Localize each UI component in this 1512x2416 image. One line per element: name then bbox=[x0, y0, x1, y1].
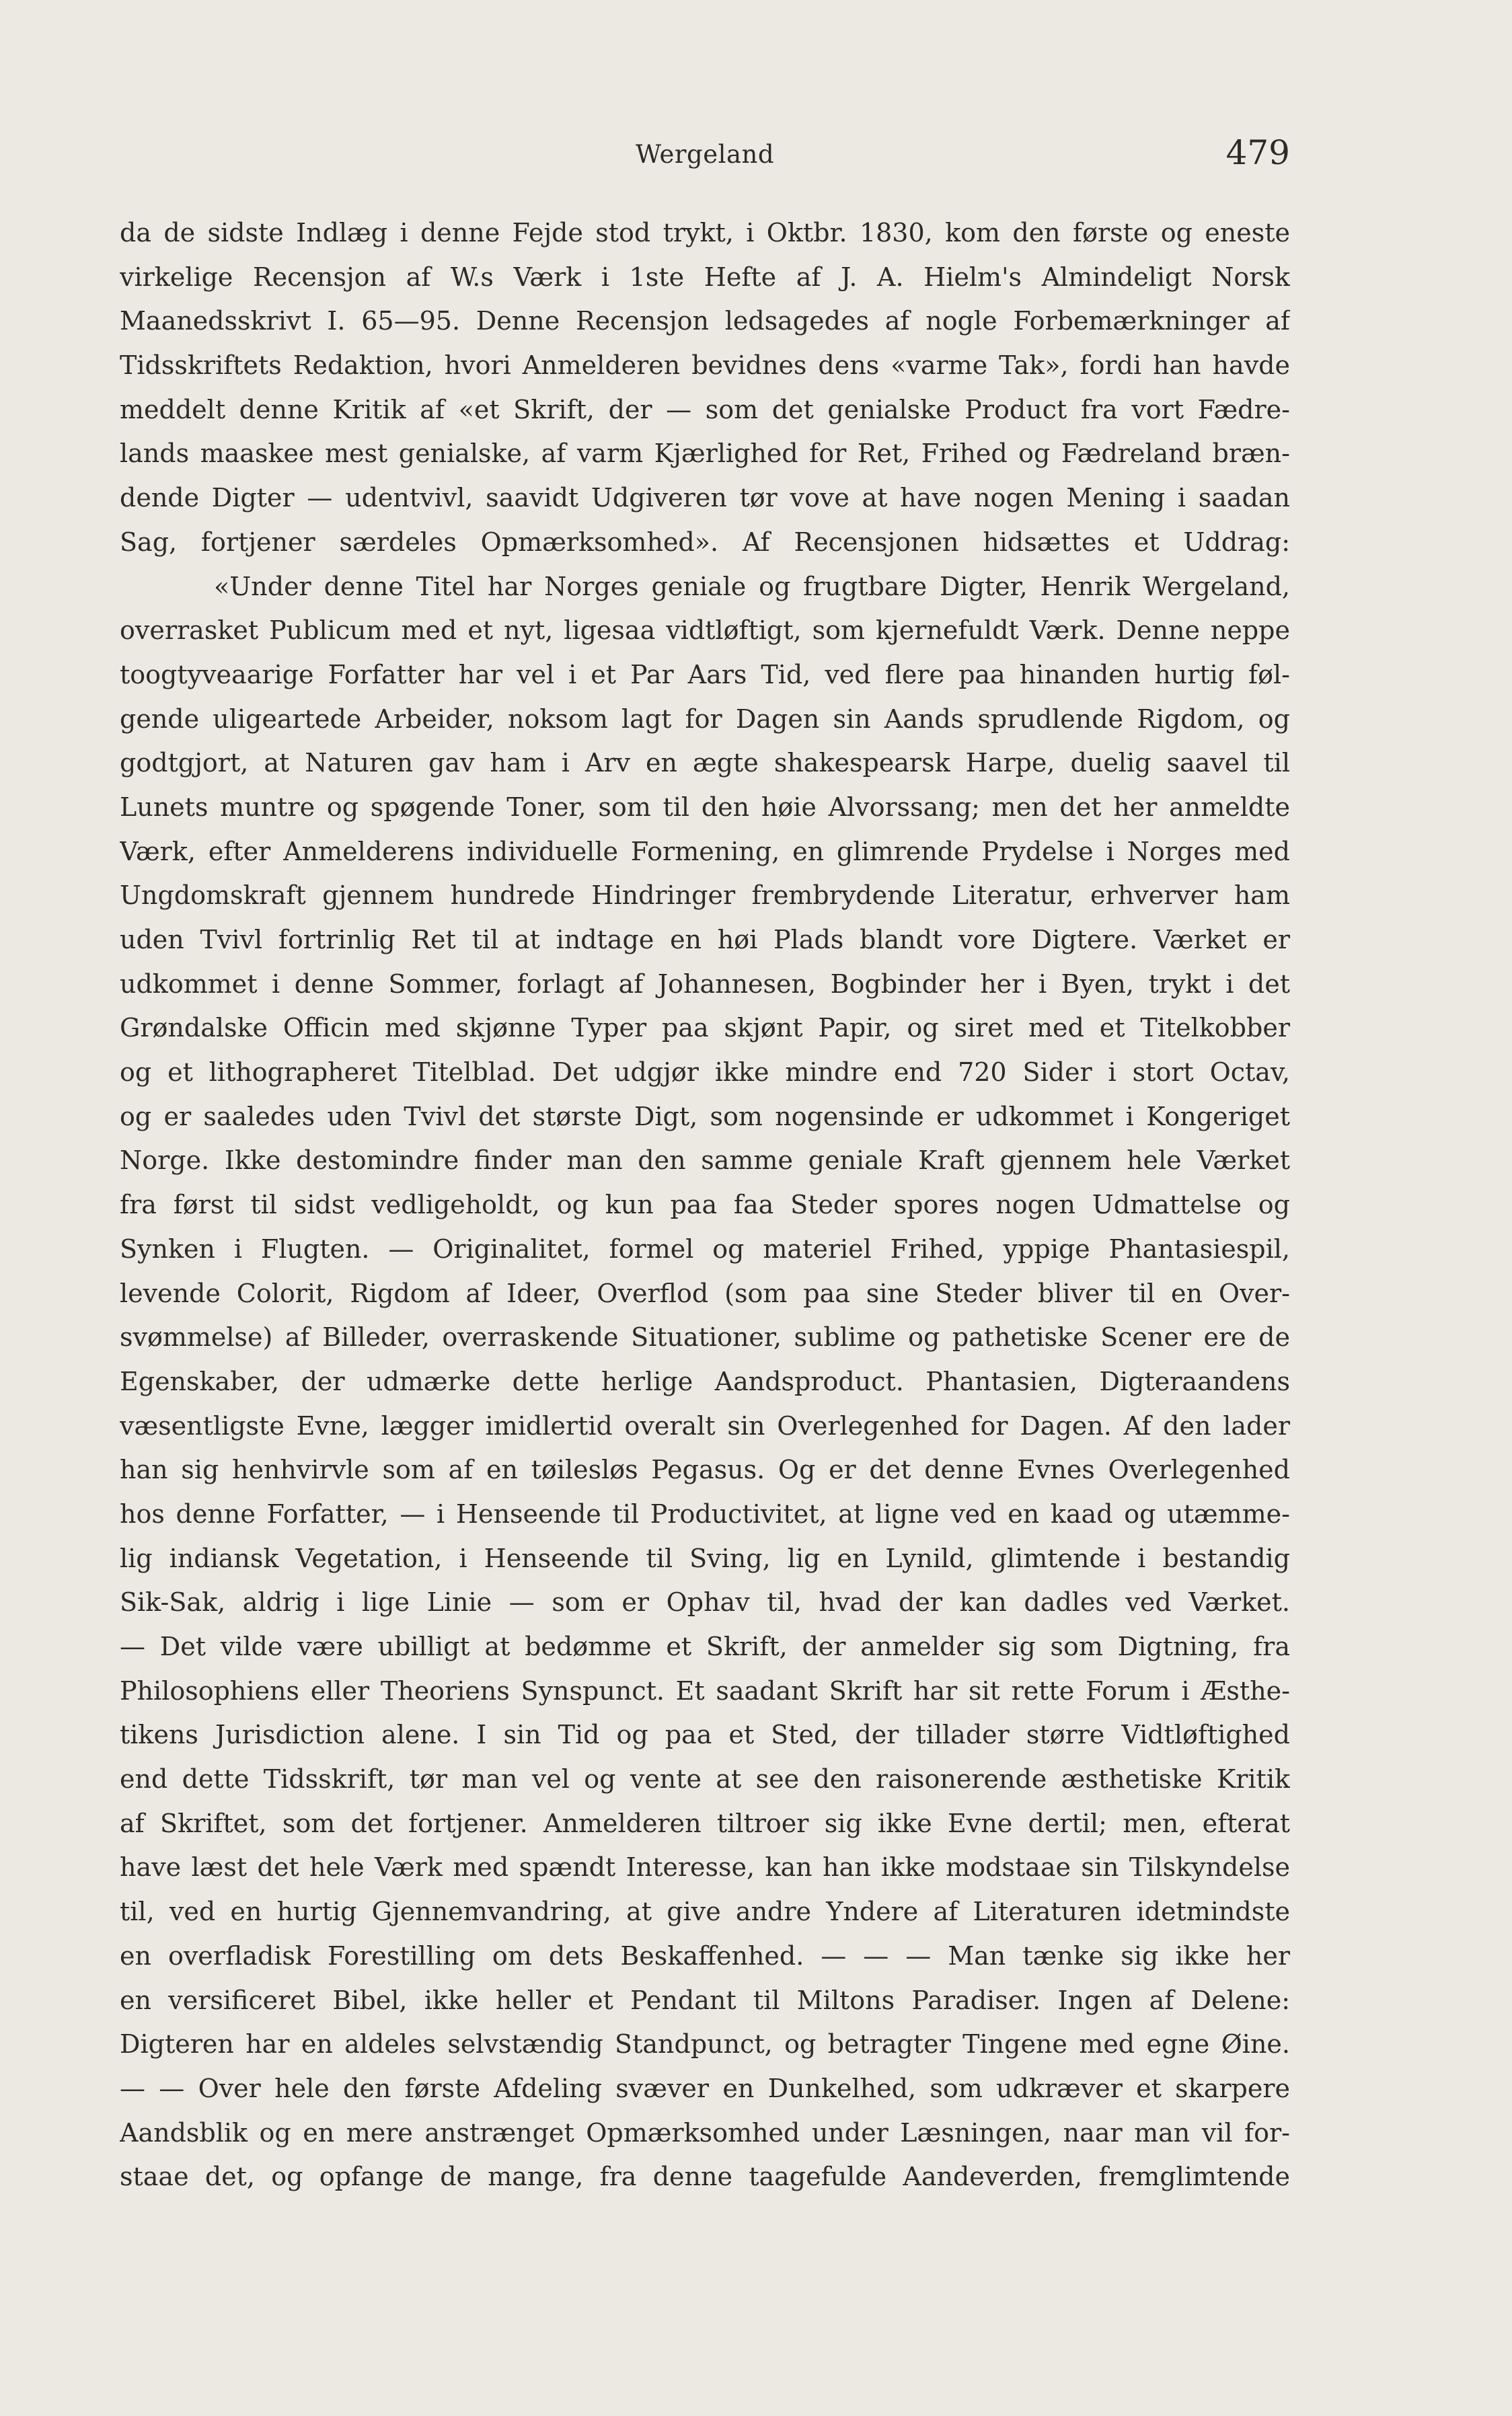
text-line: fra først til sidst vedligeholdt, og kun paa faa Steder spores nogen Udmattelse og bbox=[120, 1190, 1290, 1220]
text-line: Lunets muntre og spøgende Toner, som til den høie Alvorssang; men det her anmeldte bbox=[120, 792, 1290, 822]
text-line: Værk, efter Anmelderens individuelle Formening, en glimrende Prydelse i Norges med bbox=[120, 836, 1290, 866]
text-line: end dette Tidsskrift, tør man vel og vente at see den raisonerende æsthetiske Kritik bbox=[120, 1764, 1290, 1795]
text-line: uden Tvivl fortrinlig Ret til at indtage en høi Plads blandt vore Digtere. Værket er bbox=[120, 925, 1290, 954]
text-line: lig indiansk Vegetation, i Henseende til Sving, lig en Lynild, glimtende i bestandig bbox=[120, 1543, 1290, 1573]
text-line: «Under denne Titel har Norges geniale og frugtbare Digter, Henrik Wergeland, bbox=[214, 571, 1290, 601]
body-text bbox=[120, 211, 1290, 2199]
text-line: en overfladisk Forestilling om dets Beskaffenhed. — — — Man tænke sig ikke her bbox=[120, 1940, 1290, 1971]
text-line: en versificeret Bibel, ikke heller et Pendant til Miltons Paradiser. Ingen af Delene: bbox=[120, 1985, 1290, 2015]
text-line: han sig henhvirvle som af en tøilesløs Pegasus. Og er det denne Evnes Overlegenhed bbox=[120, 1455, 1290, 1485]
text-line: til, ved en hurtig Gjennemvandring, at give andre Yndere af Literaturen idetmindste bbox=[120, 1897, 1290, 1927]
running-head bbox=[120, 133, 1290, 180]
text-line: have læst det hele Værk med spændt Interesse, kan han ikke modstaae sin Tilskyndelse bbox=[120, 1852, 1290, 1883]
text-line: gende uligeartede Arbeider, noksom lagt for Dagen sin Aands sprudlende Rigdom, og bbox=[120, 704, 1290, 734]
text-line: Sik-Sak, aldrig i lige Linie — som er Ophav til, hvad der kan dadles ved Værket. bbox=[120, 1587, 1290, 1618]
text-line: Ungdomskraft gjennem hundrede Hindringer frembrydende Literatur, erhverver ham bbox=[120, 880, 1290, 911]
text-line: Tidsskriftets Redaktion, hvori Anmelderen bevidnes dens «varme Tak», fordi han havde bbox=[120, 350, 1290, 381]
running-title: Wergeland bbox=[635, 140, 775, 169]
text-line: tikens Jurisdiction alene. I sin Tid og paa et Sted, der tillader større Vidtløftighed bbox=[120, 1720, 1290, 1750]
text-line: Synken i Flugten. — Originalitet, formel og materiel Frihed, yppige Phantasiespil, bbox=[120, 1234, 1290, 1264]
text-line: Maanedsskrivt I. 65—95. Denne Recensjon ledsagedes af nogle Forbemærkninger af bbox=[120, 306, 1290, 336]
text-line: Digteren har en aldeles selvstændig Standpunct, og betragter Tingene med egne Øine. bbox=[120, 2029, 1290, 2060]
text-line: Philosophiens eller Theoriens Synspunct. Et saadant Skrift har sit rette Forum i Æsthe- bbox=[120, 1675, 1290, 1706]
text-line: Sag, fortjener særdeles Opmærksomhed». Af Recensjonen hidsættes et Uddrag: bbox=[120, 527, 1290, 557]
text-line: udkommet i denne Sommer, forlagt af Johannesen, Bogbinder her i Byen, trykt i det bbox=[120, 969, 1290, 999]
text-line: godtgjort, at Naturen gav ham i Arv en ægte shakespearsk Harpe, duelig saavel til bbox=[120, 748, 1290, 778]
text-line: toogtyveaarige Forfatter har vel i et Par Aars Tid, ved flere paa hinanden hurtig føl- bbox=[120, 659, 1290, 689]
text-line: — — Over hele den første Afdeling svæver en Dunkelhed, som udkræver et skarpere bbox=[120, 2073, 1290, 2103]
text-line: lands maaskee mest genialske, af varm Kjærlighed for Ret, Frihed og Fædreland bræn- bbox=[120, 439, 1290, 469]
text-line: af Skriftet, som det fortjener. Anmelderen tiltroer sig ikke Evne dertil; men, efterat bbox=[120, 1808, 1290, 1838]
text-line: Grøndalske Officin med skjønne Typer paa skjønt Papir, og siret med et Titelkobber bbox=[120, 1013, 1290, 1043]
text-line: staae det, og opfange de mange, fra denne taagefulde Aandeverden, fremglimtende bbox=[120, 2162, 1290, 2192]
text-line: levende Colorit, Rigdom af Ideer, Overflod (som paa sine Steder bliver til en Over- bbox=[120, 1278, 1290, 1308]
page-number: 479 bbox=[1225, 133, 1290, 172]
text-line: svømmelse) af Billeder, overraskende Situationer, sublime og pathetiske Scener ere de bbox=[120, 1322, 1290, 1353]
text-line: Norge. Ikke destomindre finder man den samme geniale Kraft gjennem hele Værket bbox=[120, 1145, 1290, 1176]
text-line: hos denne Forfatter, — i Henseende til Productivitet, at ligne ved en kaad og utæmme- bbox=[120, 1499, 1290, 1529]
text-line: virkelige Recensjon af W.s Værk i 1ste Hefte af J. A. Hielm's Almindeligt Norsk bbox=[120, 262, 1290, 292]
text-line: meddelt denne Kritik af «et Skrift, der — som det genialske Product fra vort Fædre- bbox=[120, 394, 1290, 424]
text-line: — Det vilde være ubilligt at bedømme et Skrift, der anmelder sig som Digtning, fra bbox=[120, 1632, 1290, 1661]
text-line: da de sidste Indlæg i denne Fejde stod trykt, i Oktbr. 1830, kom den første og eneste bbox=[120, 218, 1290, 248]
text-line: og et lithographeret Titelblad. Det udgjør ikke mindre end 720 Sider i stort Octav, bbox=[120, 1057, 1290, 1088]
text-line: dende Digter — udentvivl, saavidt Udgiveren tør vove at have nogen Mening i saadan bbox=[120, 483, 1290, 513]
text-line: Aandsblik og en mere anstrænget Opmærksomhed under Læsningen, naar man vil for- bbox=[120, 2117, 1290, 2148]
text-line: Egenskaber, der udmærke dette herlige Aandsproduct. Phantasien, Digteraandens bbox=[120, 1366, 1290, 1396]
text-line: væsentligste Evne, lægger imidlertid overalt sin Overlegenhed for Dagen. Af den lader bbox=[120, 1410, 1290, 1441]
text-line: og er saaledes uden Tvivl det største Digt, som nogensinde er udkommet i Kongeriget bbox=[120, 1101, 1290, 1131]
text-line: overrasket Publicum med et nyt, ligesaa vidtløftigt, som kjernefuldt Værk. Denne neppe bbox=[120, 615, 1290, 646]
